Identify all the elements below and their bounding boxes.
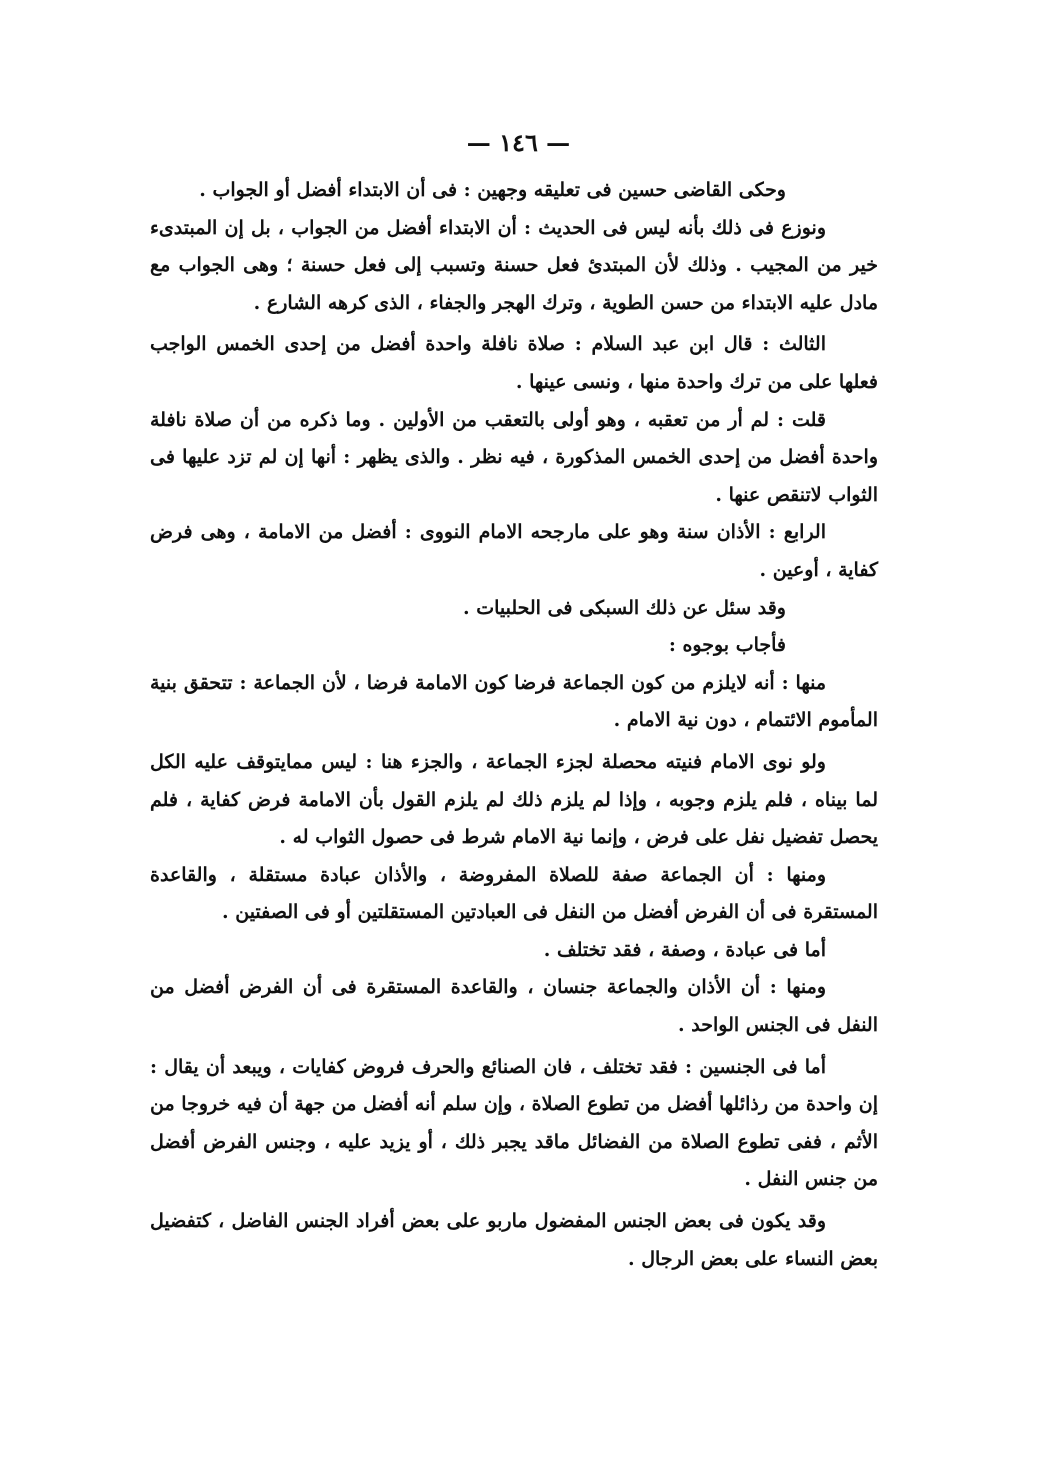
paragraph-13: أما فى الجنسين : فقد تختلف ، فان الصنائع والحرف فروض كفايات ، ويبعد أن يقال : إن واحدة من رذائلها أفضل من تطوع الصلاة ، وإن سلم أنه أفضل من جهة أن فيه خروجا من الأثم ، ففى تطوع الصلاة من الفضائل ماقد يجبر ذلك ، أو يزيد عليه ، وجنس الفرض أفضل من جنس النفل . (150, 1055, 878, 1191)
paragraph-11: أما فى عبادة ، وصفة ، فقد تختلف . (543, 938, 826, 961)
paragraph-1: وحكى القاضى حسين فى تعليقه وجهين : فى أن الابتداء أفضل أو الجواب . (199, 179, 786, 201)
paragraph-9: ولو نوى الامام فنيته محصلة لجزء الجماعة ، والجزء هنا : ليس ممايتوقف عليه الكل لما بيناه ، فلم يلزم وجوبه ، وإذا لم يلزم ذلك لم يلزم القول بأن الامامة فرض كفاية ، فلم يحصل تفضيل نفل على فرض ، وإنما نية الامام شرط فى حصول الثواب له . (150, 750, 878, 849)
paragraph-2: ونوزع فى ذلك بأنه ليس فى الحديث : أن الابتداء أفضل من الجواب ، بل إن المبتدىء خير من المجيب . وذلك لأن المبتدئ فعل حسنة وتسبب إلى فعل حسنة ؛ وهى الجواب مع مادل عليه الابتداء من حسن الطوية ، وترك الهجر والجفاء ، الذى كرهه الشارع . (150, 216, 878, 314)
paragraph-7: فأجاب بوجوه : (668, 634, 786, 657)
paragraph-12: ومنها : أن الأذان والجماعة جنسان ، والقاعدة المستقرة فى أن الفرض أفضل من النفل فى الجنس الواحد . (150, 976, 878, 1037)
paragraph-6: وقد سئل عن ذلك السبكى فى الحلبيات . (462, 596, 786, 619)
body-text (150, 172, 878, 1278)
page-number: — ١٤٦ — (466, 128, 571, 157)
paragraph-5: الرابع : الأذان سنة وهو على مارجحه الامام النووى : أفضل من الامامة ، وهى فرض كفاية ، أوعين . (150, 521, 878, 581)
paragraph-8: منها : أنه لايلزم من كون الجماعة فرضا كون الامامة فرضا ، لأن الجماعة : تتحقق بنية المأموم الائتمام ، دون نية الامام . (150, 671, 878, 732)
paragraph-14: وقد يكون فى بعض الجنس المفضول ماربو على بعض أفراد الجنس الفاضل ، كتفضيل بعض النساء على بعض الرجال . (150, 1210, 878, 1270)
paragraph-4: قلت : لم أر من تعقبه ، وهو أولى بالتعقب من الأولين . وما ذكره من أن صلاة نافلة واحدة أفضل من إحدى الخمس المذكورة ، فيه نظر . والذى يظهر : أنها إن لم تزد عليها فى الثواب لاتنقص عنها . (150, 408, 878, 506)
paragraph-3: الثالث : قال ابن عبد السلام : صلاة نافلة واحدة أفضل من إحدى الخمس الواجب فعلها على من ترك واحدة منها ، ونسى عينها . (150, 333, 878, 393)
paragraph-10: ومنها : أن الجماعة صفة للصلاة المفروضة ، والأذان عبادة مستقلة ، والقاعدة المستقرة فى أن الفرض أفضل من النفل فى العبادتين المستقلتين أو فى الصفتين . (150, 863, 878, 924)
